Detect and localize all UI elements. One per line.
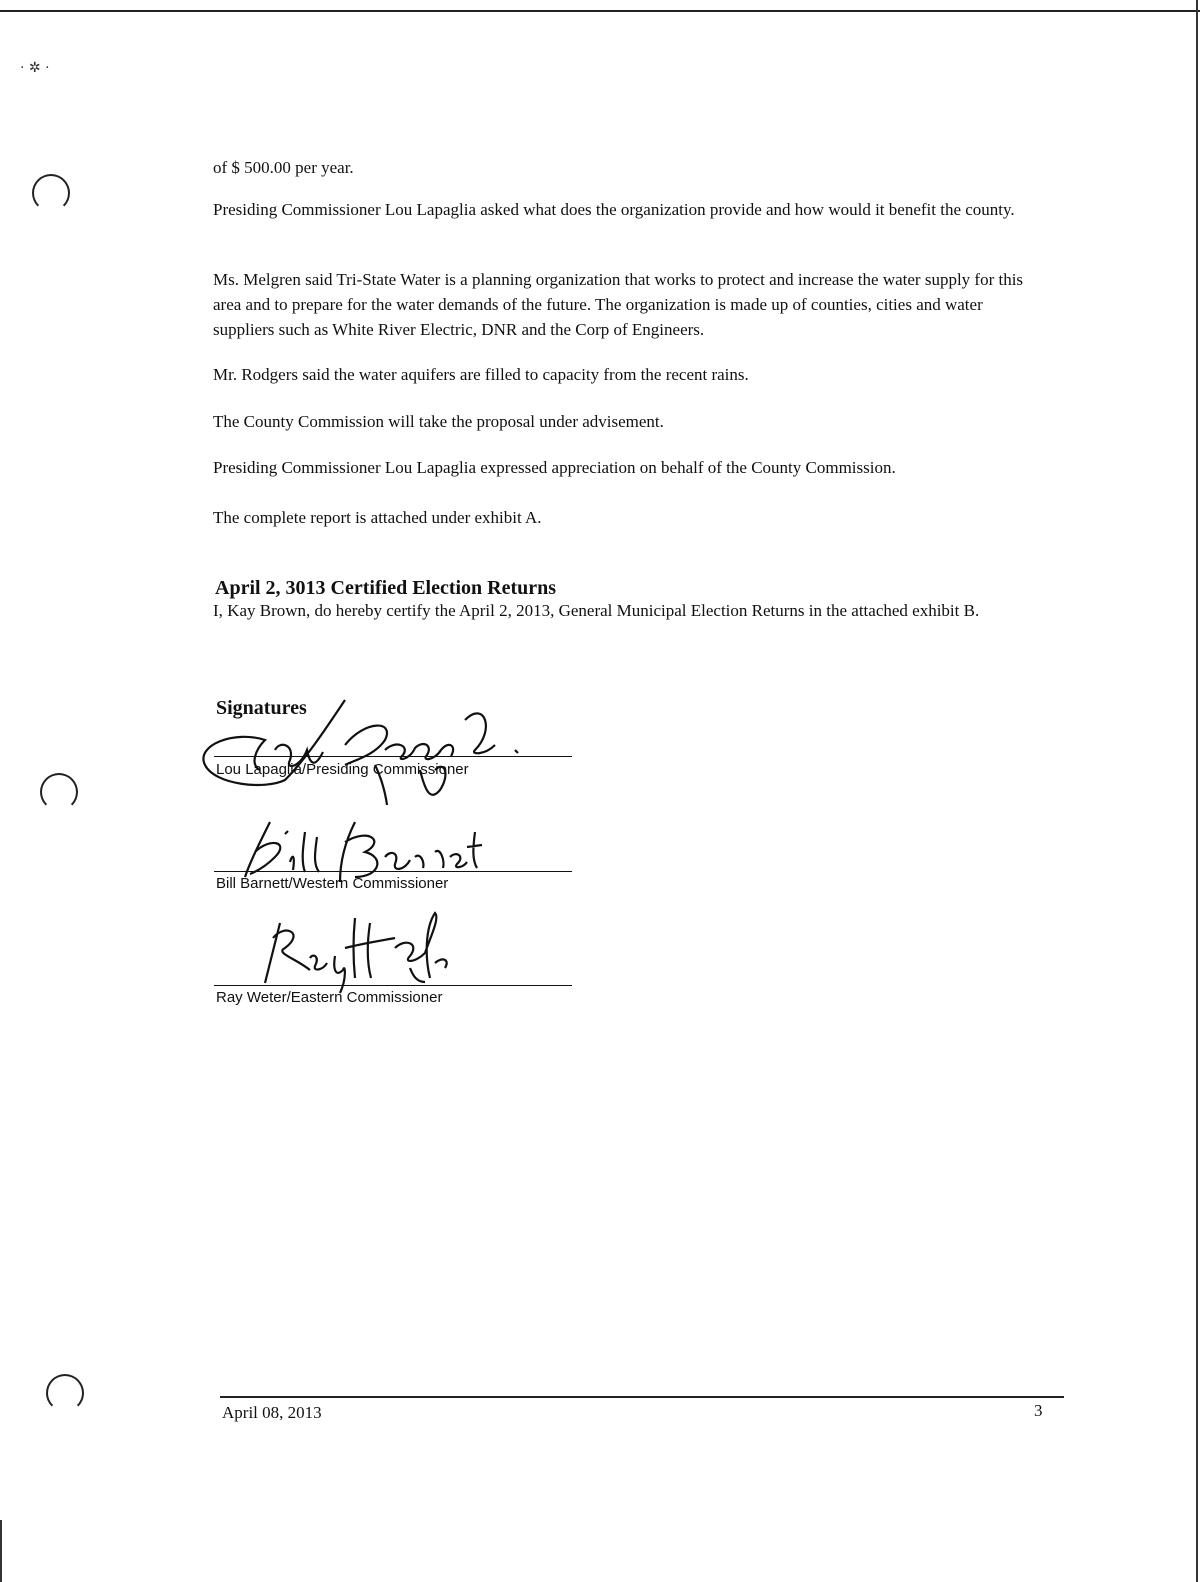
scan-left-edge (0, 1520, 2, 1582)
scan-right-edge (1196, 0, 1198, 1582)
paragraph-melgren: Ms. Melgren said Tri-State Water is a planning organization that works to protect and increase the water supply for this area and to prepare for the water demands of the future. The organization is made up of counties, cities and water suppliers such as White River Electric, DNR and the Corp of Engineers. (213, 270, 1024, 339)
paragraph-fee: of $ 500.00 per year. (213, 158, 354, 177)
paragraph-report: The complete report is attached under exhibit A. (213, 508, 542, 527)
punch-hole-middle (40, 773, 78, 811)
paragraph-rodgers: Mr. Rodgers said the water aquifers are filled to capacity from the recent rains. (213, 365, 749, 384)
signature-caption-2: Bill Barnett/Western Commissioner (216, 875, 449, 892)
signature-line-2 (214, 871, 572, 872)
paragraph-appreciation: Presiding Commissioner Lou Lapaglia expressed appreciation on behalf of the County Commission. (213, 458, 896, 477)
certification-text: I, Kay Brown, do hereby certify the April 2, 2013, General Municipal Election Returns in the attached exhibit B. (213, 601, 980, 620)
signatures-title: Signatures (216, 697, 307, 719)
signature-line-1 (214, 756, 572, 757)
section-heading: April 2, 3013 Certified Election Returns (215, 577, 557, 599)
signature-line-3 (214, 985, 572, 986)
punch-hole-top (32, 174, 70, 212)
footer-date: April 08, 2013 (222, 1403, 322, 1422)
scan-top-edge (0, 10, 1200, 12)
scan-specks: ⋅ ✲ ⋅ (20, 60, 50, 76)
page-number: 3 (1034, 1401, 1043, 1420)
punch-hole-bottom (46, 1374, 84, 1412)
paragraph-advisement: The County Commission will take the proposal under advisement. (213, 412, 664, 431)
signature-caption-3: Ray Weter/Eastern Commissioner (216, 989, 443, 1006)
footer-rule (220, 1396, 1064, 1398)
signature-caption-1: Lou Lapaglia/Presiding Commissioner (216, 761, 469, 778)
paragraph-question: Presiding Commissioner Lou Lapaglia asked what does the organization provide and how would it benefit the county. (213, 200, 1015, 219)
signature-lou-lapaglia (195, 690, 555, 810)
